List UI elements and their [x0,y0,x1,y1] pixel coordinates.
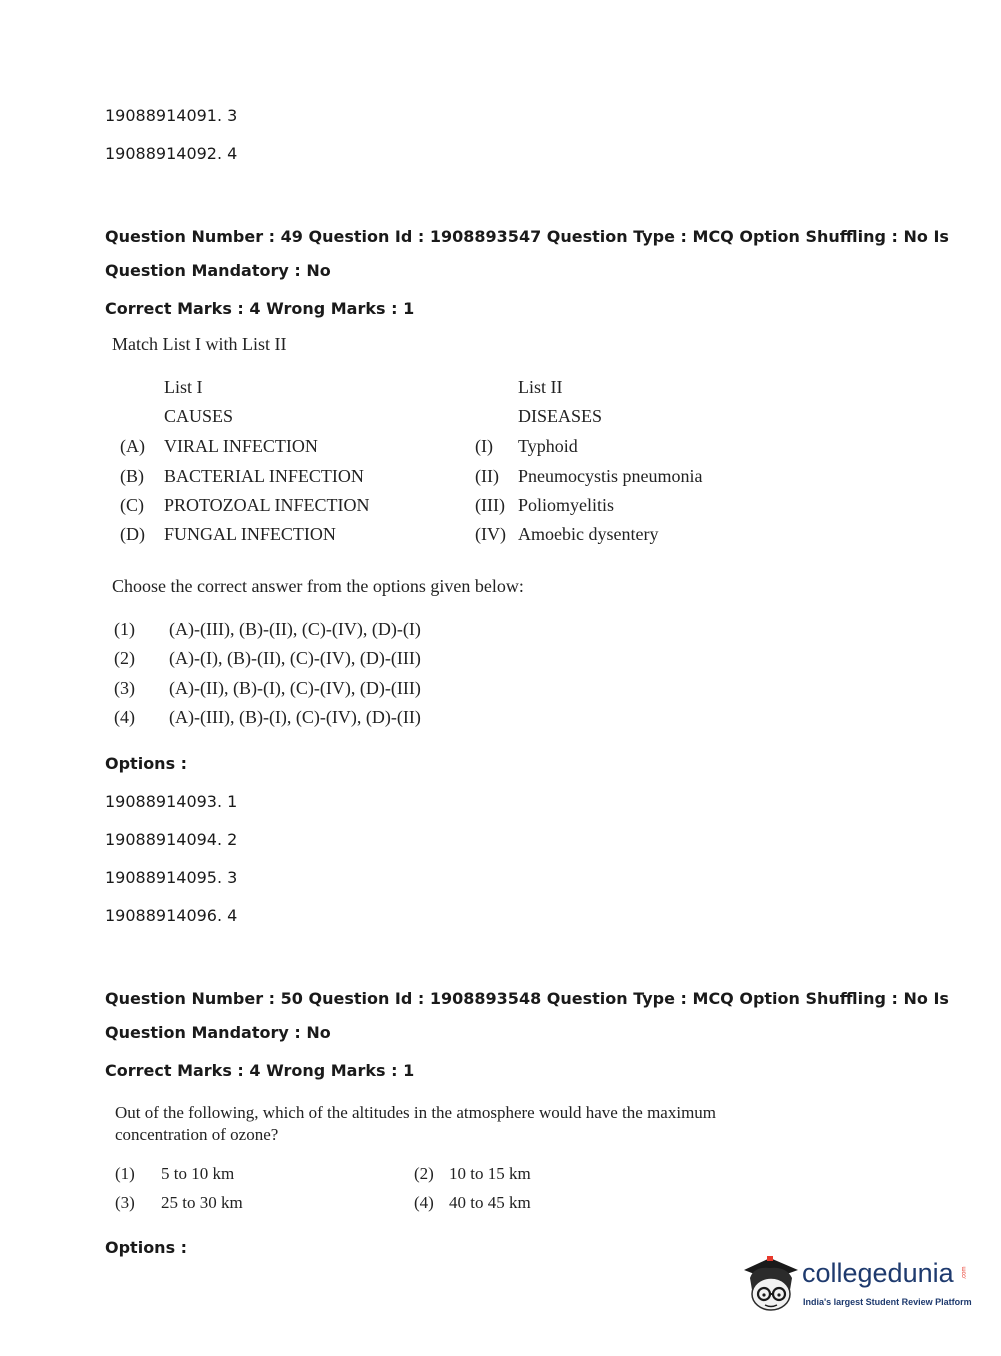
list2-title: List II [518,377,563,397]
choice-text: (A)-(II), (B)-(I), (C)-(IV), (D)-(III) [169,678,421,698]
question-marks: Correct Marks : 4 Wrong Marks : 1 [105,1061,415,1080]
choice-number: (4) [114,707,135,727]
option-item: 19088914093. 1 [105,792,238,811]
logo-domain: .com [961,1266,968,1280]
choice-number: (3) [115,1193,135,1212]
choice-number: (1) [115,1164,135,1183]
collegedunia-logo [740,1248,970,1318]
option-item: 19088914095. 3 [105,868,238,887]
options-label: Options : [105,1238,188,1257]
choice-text: 10 to 15 km [449,1164,531,1183]
option-item: 19088914092. 4 [105,144,238,163]
list1-value: VIRAL INFECTION [164,436,318,456]
choice-number: (3) [114,678,135,698]
logo-wordmark: collegedunia [802,1258,954,1288]
option-item: 19088914096. 4 [105,906,238,925]
question-mandatory: Question Mandatory : No [105,1023,331,1042]
choice-text: 25 to 30 km [161,1193,243,1212]
list2-value: Typhoid [518,436,578,456]
list1-value: BACTERIAL INFECTION [164,466,364,486]
question-prompt: Out of the following, which of the altitudes in the atmosphere would have the maximum [115,1103,717,1122]
list2-key: (I) [475,436,493,456]
question-prompt: Match List I with List II [112,334,287,354]
choice-text: 40 to 45 km [449,1193,531,1212]
list2-key: (II) [475,466,499,486]
list1-value: FUNGAL INFECTION [164,524,336,544]
list1-value: PROTOZOAL INFECTION [164,495,370,515]
question-marks: Correct Marks : 4 Wrong Marks : 1 [105,299,415,318]
list1-key: (A) [120,436,145,456]
option-item: 19088914091. 3 [105,106,238,125]
list1-key: (B) [120,466,144,486]
choice-text: 5 to 10 km [161,1164,235,1183]
choice-text: (A)-(I), (B)-(II), (C)-(IV), (D)-(III) [169,648,421,668]
question-header: Question Number : 50 Question Id : 1908893548 Question Type : MCQ Option Shuffling : No Is [105,989,949,1008]
mascot-icon [740,1248,802,1318]
choice-text: (A)-(III), (B)-(I), (C)-(IV), (D)-(II) [169,707,421,727]
choice-number: (2) [114,648,135,668]
list1-key: (C) [120,495,144,515]
option-item: 19088914094. 2 [105,830,238,849]
choice-number: (4) [414,1193,434,1212]
question-mandatory: Question Mandatory : No [105,261,331,280]
choice-text: (A)-(III), (B)-(II), (C)-(IV), (D)-(I) [169,619,421,639]
choice-number: (1) [114,619,135,639]
choice-number: (2) [414,1164,434,1183]
list2-key: (IV) [475,524,506,544]
choose-instruction: Choose the correct answer from the options given below: [112,576,524,596]
list1-key: (D) [120,524,145,544]
list1-title: List I [164,377,203,397]
question-header: Question Number : 49 Question Id : 1908893547 Question Type : MCQ Option Shuffling : No Is [105,227,949,246]
logo-tagline: India's largest Student Review Platform [803,1297,972,1307]
options-label: Options : [105,754,188,773]
question-prompt: concentration of ozone? [115,1125,279,1144]
list2-value: Pneumocystis pneumonia [518,466,703,486]
list2-subtitle: DISEASES [518,406,603,426]
list1-subtitle: CAUSES [164,406,234,426]
list2-key: (III) [475,495,505,515]
list2-value: Amoebic dysentery [518,524,659,544]
list2-value: Poliomyelitis [518,495,615,515]
